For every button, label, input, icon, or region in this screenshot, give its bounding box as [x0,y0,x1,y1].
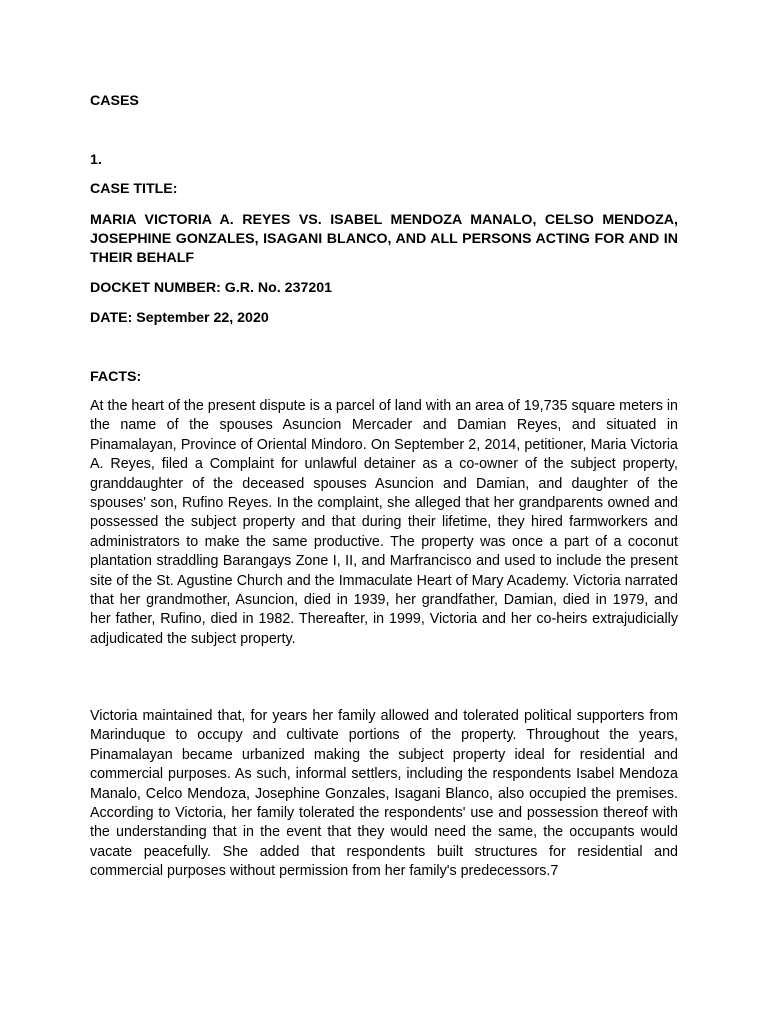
case-date [90,309,678,328]
case-title-label: CASE TITLE: [90,181,178,197]
docket-number [90,279,678,298]
facts-paragraph-2: Victoria maintained that, for years her family allowed and tolerated political supporters from Marinduque to occupy and cultivate portions of the property. Throughout the years, Pinamalayan became urbanized making the subject property ideal for residential and commercial purposes. As such, informal settlers, including the respondents Isabel Mendoza Manalo, Celco Mendoza, Josephine Gonzales, Isagani Blanco, also occupied the premises. According to Victoria, her family tolerated the respondents' use and possession thereof with the understanding that in the event that they would need the same, the occupants would vacate peacefully. She added that respondents built structures for residential and commercial purposes without permission from her family's predecessors.7 [90,708,678,880]
date-value: September 22, 2020 [136,310,269,326]
section-heading: CASES [90,93,139,109]
case-title: MARIA VICTORIA A. REYES VS. ISABEL MENDOZA MANALO, CELSO MENDOZA, JOSEPHINE GONZALES, ISAGANI BLANCO, AND ALL PERSONS ACTING FOR AND IN THEIR BEHALF [90,212,678,267]
facts-paragraph-1: At the heart of the present dispute is a parcel of land with an area of 19,735 square meters in the name of the spouses Asuncion Mercader and Damian Reyes, and situated in Pinamalayan, Province of Oriental Mindoro. On September 2, 2014, petitioner, Maria Victoria A. Reyes, filed a Complaint for unlawful detainer as a co-owner of the subject property, granddaughter of the deceased spouses Asuncion and Damian, and daughter of the spouses' son, Rufino Reyes. In the complaint, she alleged that her grandparents owned and possessed the subject property and that during their lifetime, they hired farmworkers and administrators to make the same productive. The property was once a part of a coconut plantation straddling Barangays Zone I, II, and Marfrancisco and used to include the present site of the St. Agustine Church and the Immaculate Heart of Mary Academy. Victoria narrated that her grandmother, Asuncion, died in 1939, her grandfather, Damian, died in 1979, and her father, Rufino, died in 1982. Thereafter, in 1999, Victoria and her co-heirs extrajudicially adjudicated the subject property. [90,398,678,647]
docket-label: DOCKET NUMBER: [90,280,225,296]
date-label: DATE: [90,310,137,326]
case-number: 1. [90,152,102,168]
facts-heading: FACTS: [90,369,142,385]
docket-value: G.R. No. 237201 [224,280,333,296]
